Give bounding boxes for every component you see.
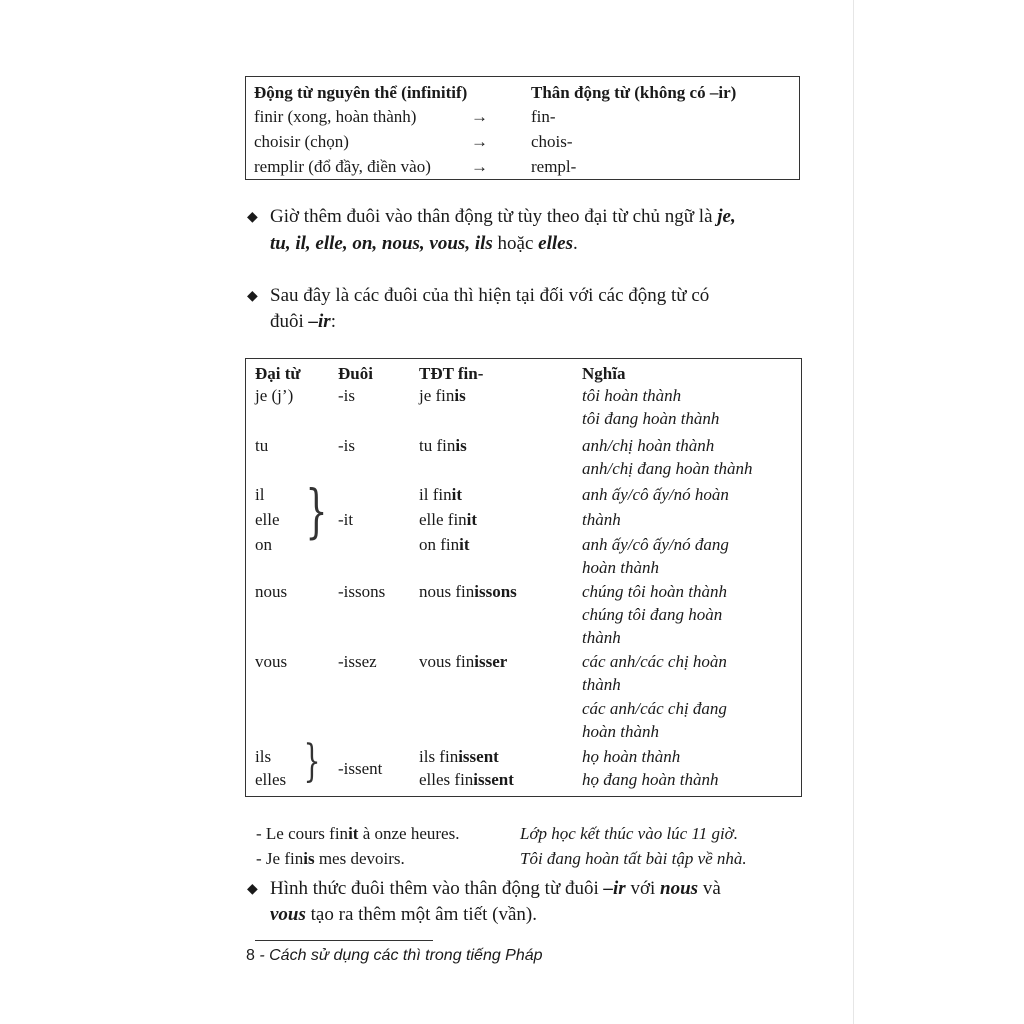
stem: fin- [531,107,556,126]
table-header: Đuôi [338,364,373,383]
conjugated-form: elles finissent [419,770,514,789]
ending: -issons [338,582,386,601]
pronoun: vous [255,652,288,671]
brace-icon: } [305,477,328,545]
meaning: các anh/các chị hoàn [582,652,727,671]
page-footer [246,946,543,966]
meaning: hoàn thành [582,558,659,577]
pronoun: tu [255,436,269,455]
table-header: TĐT fin- [419,364,484,383]
arrow-icon: → [471,157,488,176]
arrow-icon: → [471,132,488,151]
page-number: 8 [246,947,255,964]
meaning: anh/chị đang hoàn thành [582,459,753,478]
brace-icon: } [303,736,321,787]
meaning: chúng tôi hoàn thành [582,582,727,601]
pronoun: elle [255,510,280,529]
paragraph: Giờ thêm đuôi vào thân động từ tùy theo đại từ chủ ngữ là je, [270,206,736,227]
page-edge [853,0,854,1024]
infinitive: choisir (chọn) [254,132,349,151]
conjugated-form: elle finit [419,510,478,529]
paragraph: đuôi –ir: [270,311,336,332]
meaning: tôi đang hoàn thành [582,409,720,428]
meaning: anh/chị hoàn thành [582,436,715,455]
ending: -is [338,386,355,405]
pronoun: il [255,485,265,504]
meaning: tôi hoàn thành [582,386,682,405]
infinitive: finir (xong, hoàn thành) [254,107,417,126]
meaning: thành [582,510,621,529]
conjugated-form: ils finissent [419,747,499,766]
infinitive: remplir (đổ đầy, điền vào) [254,157,431,176]
conjugated-form: tu finis [419,436,467,455]
conjugated-form: on finit [419,535,470,554]
meaning: các anh/các chị đang [582,699,727,718]
conjugated-form: vous finisser [419,652,508,671]
table-header: Nghĩa [582,364,626,383]
meaning: hoàn thành [582,722,659,741]
example-sentence: - Je finis mes devoirs. [256,849,405,868]
pronoun: je (j’) [255,386,294,405]
conjugated-form: il finit [419,485,462,504]
example-sentence: - Le cours finit à onze heures. [256,824,460,843]
ending: -issent [338,759,383,778]
meaning: họ hoàn thành [582,747,681,766]
meaning: họ đang hoàn thành [582,770,719,789]
meaning: anh ấy/cô ấy/nó hoàn [582,485,729,504]
pronoun: ils [255,747,272,766]
ending: -it [338,510,354,529]
paragraph: vous tạo ra thêm một âm tiết (vần). [270,904,537,925]
example-translation: Lớp học kết thúc vào lúc 11 giờ. [520,824,739,843]
stem: rempl- [531,157,577,176]
meaning: anh ấy/cô ấy/nó đang [582,535,729,554]
meaning: chúng tôi đang hoàn [582,605,723,624]
paragraph: Hình thức đuôi thêm vào thân động từ đuôi –ir với nous và [270,878,721,899]
stem: chois- [531,132,573,151]
bullet-icon: ◆ [247,289,258,304]
meaning: thành [582,675,621,694]
table-header: Động từ nguyên thể (infinitif) [254,83,468,102]
conjugated-form: nous finissons [419,582,517,601]
bullet-icon: ◆ [247,210,258,225]
pronoun: on [255,535,272,554]
table-header: Đại từ [255,364,301,383]
example-translation: Tôi đang hoàn tất bài tập về nhà. [520,849,747,868]
pronoun: nous [255,582,288,601]
paragraph: Sau đây là các đuôi của thì hiện tại đối với các động từ có [270,285,710,306]
pronoun: elles [255,770,287,789]
footer-rule [255,940,433,941]
paragraph: tu, il, elle, on, nous, vous, ils hoặc elles. [270,233,578,254]
conjugated-form: je finis [419,386,466,405]
table-header: Thân động từ (không có –ir) [531,83,737,102]
book-title: - Cách sử dụng các thì trong tiếng Pháp [254,947,543,964]
ending: -is [338,436,355,455]
meaning: thành [582,628,621,647]
bullet-icon: ◆ [247,882,258,897]
ending: -issez [338,652,377,671]
arrow-icon: → [471,107,488,126]
